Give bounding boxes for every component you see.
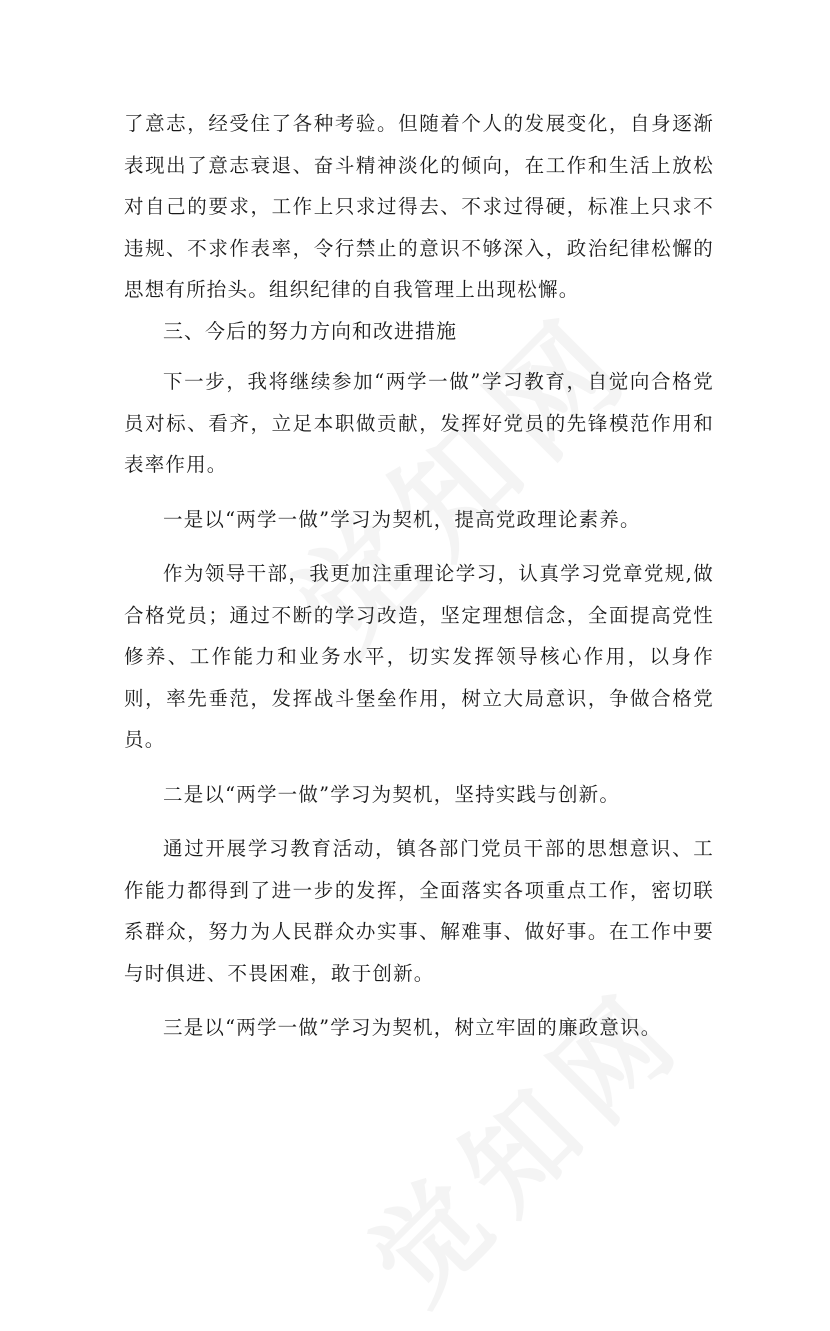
point-three-heading: 三是以“两学一做”学习为契机，树立牢固的廉政意识。 bbox=[163, 1016, 662, 1039]
paragraph-next-steps: 下一步，我将继续参加“两学一做”学习教育，自觉向合格党员对标、看齐，立足本职做贡献，发挥好党员的先锋模范作用和表率作用。 bbox=[124, 370, 714, 476]
paragraph-continued: 了意志，经受住了各种考验。但随着个人的发展变化，自身逐渐表现出了意志衰退、奋斗精神淡化的倾向，在工作和生活上放松对自己的要求，工作上只求过得去、不求过得硬，标准上只求不违规、不求作表率，令行禁止的意识不够深入，政治纪律松懈的思想有所抬头。组织纪律的自我管理上出现松懈。 bbox=[124, 112, 714, 301]
document-body bbox=[124, 103, 714, 1049]
paragraph-point-two: 通过开展学习教育活动，镇各部门党员干部的思想意识、工作能力都得到了进一步的发挥，全面落实各项重点工作，密切联系群众，努力为人民群众办实事、解难事、做好事。在工作中要与时俱进、不畏困难，敢于创新。 bbox=[124, 837, 714, 985]
point-two-heading: 二是以“两学一做”学习为契机，坚持实践与创新。 bbox=[163, 782, 621, 806]
point-one-heading: 一是以“两学一做”学习为契机，提高党政理论素养。 bbox=[163, 507, 641, 531]
paragraph-point-one: 作为领导干部，我更加注重理论学习，认真学习党章党规,做合格党员；通过不断的学习改造，坚定理想信念，全面提高党性修养、工作能力和业务水平，切实发挥领导核心作用，以身作则，率先垂范，发挥战斗堡垒作用，树立大局意识，争做合格党员。 bbox=[124, 562, 714, 751]
section-heading: 三、今后的努力方向和改进措施 bbox=[163, 318, 457, 343]
